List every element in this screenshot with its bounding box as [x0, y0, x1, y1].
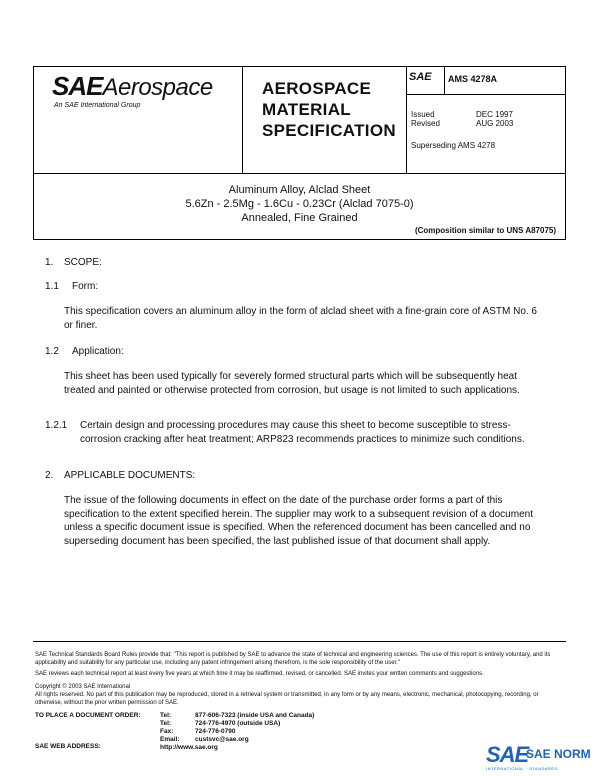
footer-rights-text: All rights reserved. No part of this publication may be reproduced, stored in a retrieval system or transmitted, in any form or by any means, electronic, mechanical, photocopying, recording, or otherwise, without the prior written permission of SAE.	[35, 692, 539, 706]
header-divider-1	[242, 67, 243, 173]
section-2-text: The issue of the following documents in effect on the date of the purchase order forms a part of this specification to the extent specified herein. The supplier may work to a subsequent revision of a document unless a specific document issue is specified. When the referenced document has been cancelled and no superseding document has been specified, the last published issue of that document shall apply.	[64, 495, 533, 547]
title-line-3: SPECIFICATION	[262, 121, 396, 140]
issued-label: Issued	[411, 110, 435, 119]
issued-date: DEC 1997	[476, 110, 513, 119]
section-1-2-number: 1.2	[45, 346, 59, 357]
section-2-number: 2.	[45, 470, 54, 481]
mini-sae-logo: SAE	[409, 71, 432, 83]
norm-logo-sae: SAE	[486, 742, 529, 767]
composition-note: (Composition similar to UNS A87075)	[414, 226, 556, 235]
header-divider-2	[406, 67, 407, 173]
section-1-1-text: This specification covers an aluminum alloy in the form of alclad sheet with a fine-grain core of ASTM No. 6 or finer.	[64, 306, 537, 331]
subject-line-2: 5.6Zn - 2.5Mg - 1.6Cu - 0.23Cr (Alclad 7075-0)	[185, 198, 414, 210]
revised-label: Revised	[411, 119, 440, 128]
fax-label: Fax:	[160, 728, 174, 735]
section-1-title: SCOPE:	[64, 257, 102, 268]
email-label: Email:	[160, 736, 180, 743]
revised-date: AUG 2003	[476, 119, 514, 128]
footer-review-text: SAE reviews each technical report at least every five years at which time it may be reaffirmed, revised, or cancelled. SAE invites your written comments and suggestions.	[35, 671, 484, 677]
norm-logo-text: SAE NORM	[526, 747, 591, 761]
footer-rule	[33, 641, 566, 642]
document-type-title	[262, 78, 402, 141]
title-line-1: AEROSPACE	[262, 79, 372, 98]
email-value[interactable]: custsvc@sae.org	[195, 736, 249, 743]
subject-line-1: Aluminum Alloy, Alclad Sheet	[228, 184, 371, 196]
footer-copyright: Copyright © 2003 SAE International	[35, 684, 131, 690]
subject-line-3: Annealed, Fine Grained	[241, 212, 358, 224]
section-1-2-1-number: 1.2.1	[45, 420, 68, 431]
sae-aerospace-logo	[52, 72, 222, 112]
tel1-label: Tel:	[160, 712, 172, 719]
logo-sae-text: SAE	[52, 71, 103, 101]
section-1-1-number: 1.1	[45, 281, 59, 292]
section-1-2-1-text	[80, 419, 530, 446]
web-address-link[interactable]: http://www.sae.org	[160, 744, 218, 751]
section-1-1-title: Form:	[72, 281, 99, 292]
tel1-value: 877-606-7323 (inside USA and Canada)	[195, 712, 315, 719]
section-1-2-title: Application:	[72, 346, 124, 357]
header-divider-3	[444, 67, 445, 94]
footer-rules-text: SAE Technical Standards Board Rules provide that: "This report is published by SAE to advance the state of technical and engineering sciences. The use of this report is entirely voluntary, and its applicability and suitability for any particular use, including any patent infringement arising therefrom, is the sole responsibility of the user."	[35, 652, 551, 666]
fax-value: 724-776-0790	[195, 728, 236, 735]
sae-norm-logo	[486, 742, 596, 772]
section-1-2-text: This sheet has been used typically for severely formed structural parts which will be subsequently heat treated and painted or otherwise protected from corrosion, but usage is not limited to such applications.	[64, 371, 520, 396]
superseding-note: Superseding AMS 4278	[411, 141, 496, 150]
section-1-number: 1.	[45, 257, 54, 268]
tel2-label: Tel:	[160, 720, 172, 727]
logo-subtitle: An SAE International Group	[54, 102, 141, 109]
title-line-2: MATERIAL	[262, 100, 351, 119]
tel2-value: 724-776-4970 (outside USA)	[195, 720, 281, 727]
norm-logo-subtext: INTERNATIONAL · STANDARDS	[486, 766, 558, 771]
header-hline	[406, 94, 566, 95]
order-label: TO PLACE A DOCUMENT ORDER:	[35, 712, 141, 719]
logo-aerospace-text: Aerospace	[102, 74, 213, 101]
web-label: SAE WEB ADDRESS:	[35, 743, 101, 750]
section-2-title: APPLICABLE DOCUMENTS:	[64, 470, 196, 481]
ams-number: AMS 4278A	[448, 74, 498, 84]
section-1-2-1-body: Certain design and processing procedures may cause this sheet to become susceptible to stress-corrosion cracking after heat treatment; ARP823 recommends practices to minimize such conditions.	[80, 420, 525, 445]
